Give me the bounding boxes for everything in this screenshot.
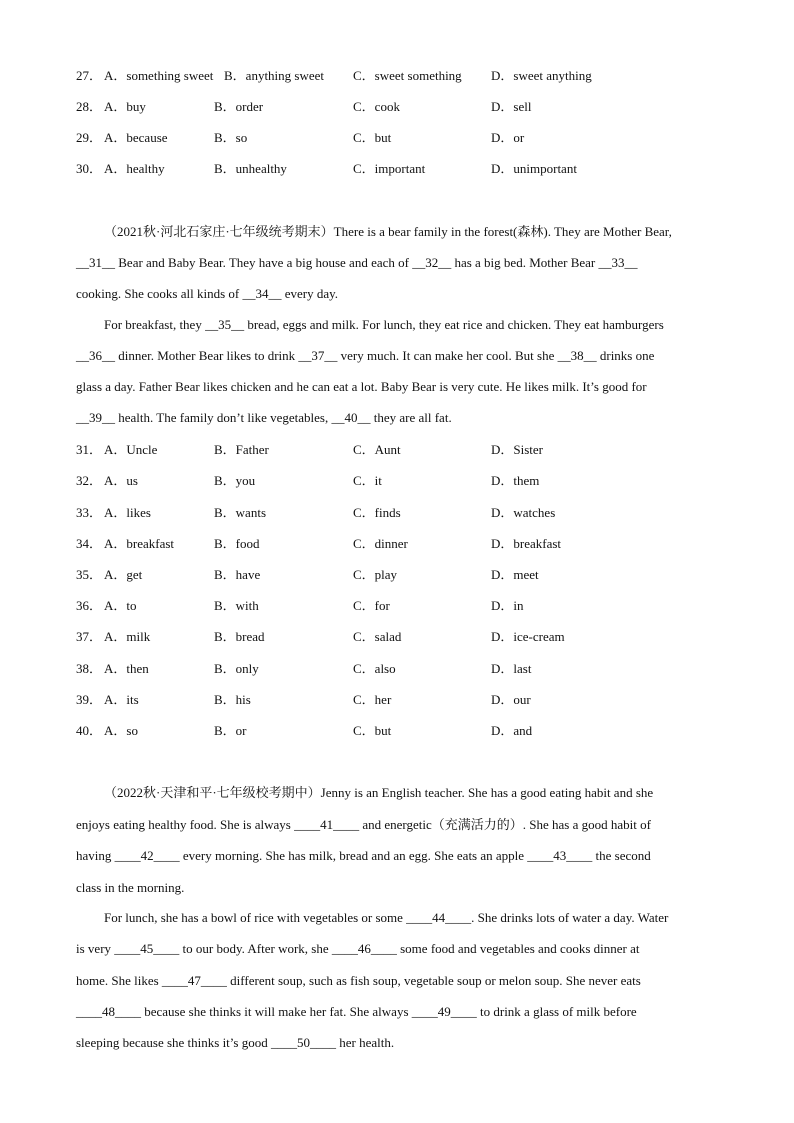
option-b: B．so <box>214 130 248 145</box>
option-d: D．our <box>491 692 531 707</box>
option-b: B．with <box>214 598 259 613</box>
option-b: B．unhealthy <box>214 161 287 176</box>
option-a: A．us <box>104 473 138 488</box>
passage-line: For lunch, she has a bowl of rice with vegetables or some ____44____. She drinks lots of water a day. Water <box>104 910 669 925</box>
option-c: C．but <box>353 723 392 738</box>
option-c: C．Aunt <box>353 442 401 457</box>
question-number: 31． <box>76 442 103 457</box>
passage-line: __39__ health. The family don’t like vegetables, __40__ they are all fat. <box>76 410 452 425</box>
option-b: B．food <box>214 536 260 551</box>
option-a: A．then <box>104 661 149 676</box>
option-d: D．watches <box>491 505 556 520</box>
option-c: C．but <box>353 130 392 145</box>
option-d: D．them <box>491 473 540 488</box>
option-b: B．have <box>214 567 261 582</box>
question-number: 38． <box>76 661 103 676</box>
option-b: B．bread <box>214 629 265 644</box>
question-number: 37． <box>76 629 103 644</box>
option-d: D．Sister <box>491 442 544 457</box>
passage-line: （2021秋·河北石家庄·七年级统考期末）There is a bear family in the forest(森林). They are Mother Bear, <box>104 224 672 239</box>
passage-line: cooking. She cooks all kinds of __34__ every day. <box>76 286 338 301</box>
passage-line: __31__ Bear and Baby Bear. They have a big house and each of __32__ has a big bed. Mother Bear __33__ <box>76 255 638 270</box>
passage-line: class in the morning. <box>76 880 185 895</box>
option-d: D．meet <box>491 567 539 582</box>
option-c: C．important <box>353 161 426 176</box>
option-d: D．breakfast <box>491 536 562 551</box>
option-a: A．Uncle <box>104 442 158 457</box>
question-number: 27． <box>76 68 103 83</box>
option-a: A．buy <box>104 99 146 114</box>
option-d: D．ice-cream <box>491 629 565 644</box>
passage-line: __36__ dinner. Mother Bear likes to drink __37__ very much. It can make her cool. But she __38__ drinks one <box>76 348 655 363</box>
option-b: B．order <box>214 99 264 114</box>
option-b: B．only <box>214 661 259 676</box>
option-a: A．so <box>104 723 138 738</box>
question-number: 36． <box>76 598 103 613</box>
passage-line: is very ____45____ to our body. After work, she ____46____ some food and vegetables and cooks dinner at <box>76 941 640 956</box>
option-d: D．and <box>491 723 533 738</box>
option-c: C．for <box>353 598 390 613</box>
question-number: 35． <box>76 567 103 582</box>
option-c: C．sweet something <box>353 68 462 83</box>
option-a: A．breakfast <box>104 536 175 551</box>
question-number: 33． <box>76 505 103 520</box>
option-a: A．healthy <box>104 161 165 176</box>
question-number: 30． <box>76 161 103 176</box>
passage-line: enjoys eating healthy food. She is always ____41____ and energetic（充满活力的）. She has a good habit of <box>76 817 651 832</box>
option-a: A．get <box>104 567 143 582</box>
option-a: A．because <box>104 130 168 145</box>
passage-line: glass a day. Father Bear likes chicken and he can eat a lot. Baby Bear is very cute. He likes milk. It’s good for <box>76 379 647 394</box>
question-number: 29． <box>76 130 103 145</box>
option-c: C．also <box>353 661 396 676</box>
option-a: A．milk <box>104 629 151 644</box>
option-c: C．finds <box>353 505 401 520</box>
option-a: A．to <box>104 598 137 613</box>
option-c: C．it <box>353 473 382 488</box>
option-b: B．Father <box>214 442 269 457</box>
option-b: B．anything sweet <box>224 68 325 83</box>
option-b: B．or <box>214 723 247 738</box>
question-number: 28． <box>76 99 103 114</box>
option-b: B．his <box>214 692 251 707</box>
option-a: A．its <box>104 692 139 707</box>
option-d: D．sweet anything <box>491 68 592 83</box>
option-c: C．play <box>353 567 398 582</box>
option-d: D．unimportant <box>491 161 577 176</box>
question-number: 34． <box>76 536 103 551</box>
option-a: A．something sweet <box>104 68 214 83</box>
option-c: C．dinner <box>353 536 408 551</box>
passage-line: （2022秋·天津和平·七年级校考期中）Jenny is an English teacher. She has a good eating habit and she <box>104 785 654 800</box>
passage-line: sleeping because she thinks it’s good ____50____ her health. <box>76 1035 395 1050</box>
option-c: C．her <box>353 692 392 707</box>
option-d: D．in <box>491 598 524 613</box>
option-c: C．cook <box>353 99 400 114</box>
passage-line: having ____42____ every morning. She has milk, bread and an egg. She eats an apple ____43____ the second <box>76 848 651 863</box>
option-c: C．salad <box>353 629 402 644</box>
passage-line: For breakfast, they __35__ bread, eggs and milk. For lunch, they eat rice and chicken. They eat hamburgers <box>104 317 664 332</box>
question-number: 40． <box>76 723 103 738</box>
passage-line: ____48____ because she thinks it will make her fat. She always ____49____ to drink a glass of milk before <box>76 1004 637 1019</box>
option-d: D．last <box>491 661 532 676</box>
question-number: 32． <box>76 473 103 488</box>
option-b: B．wants <box>214 505 267 520</box>
option-d: D．or <box>491 130 525 145</box>
question-number: 39． <box>76 692 103 707</box>
option-d: D．sell <box>491 99 532 114</box>
option-b: B．you <box>214 473 256 488</box>
passage-line: home. She likes ____47____ different soup, such as fish soup, vegetable soup or melon soup. She never eats <box>76 973 641 988</box>
option-a: A．likes <box>104 505 151 520</box>
